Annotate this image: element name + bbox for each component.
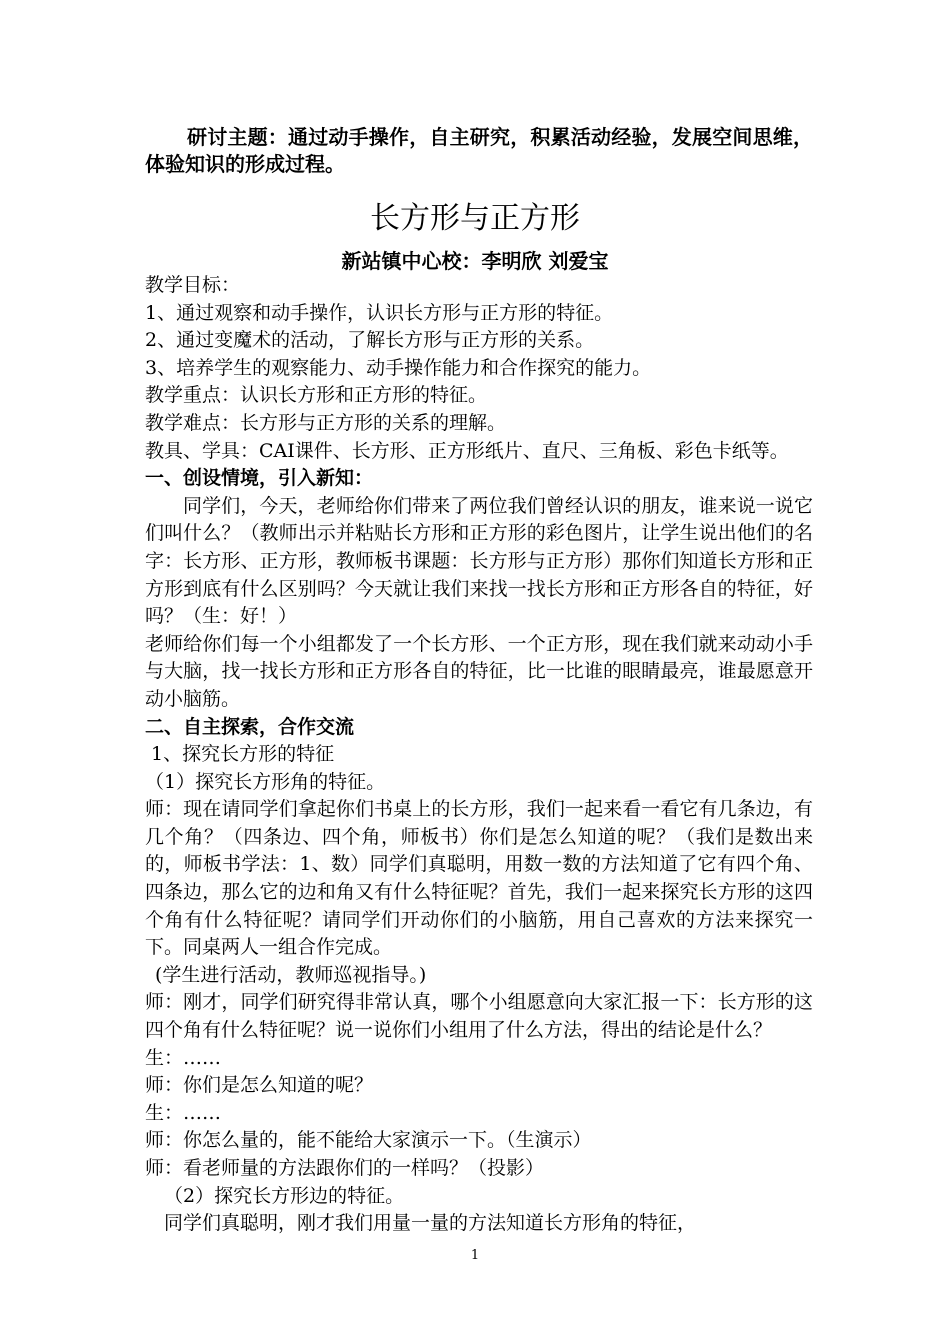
paragraph: 1、通过观察和动手操作，认识长方形与正方形的特征。 — [145, 301, 614, 324]
paragraph: 教学难点：长方形与正方形的关系的理解。 — [145, 411, 507, 434]
paragraph: 师：你怎么量的，能不能给大家演示一下。（生演示） — [145, 1129, 592, 1152]
paragraph: 同学们真聪明，刚才我们用量一量的方法知道长方形角的特征， — [164, 1212, 697, 1235]
paragraph: 生：…… — [145, 1101, 222, 1124]
paragraph: 3、培养学生的观察能力、动手操作能力和合作探究的能力。 — [145, 356, 652, 379]
paragraph: 师：刚才，同学们研究得非常认真，哪个小组愿意向大家汇报一下：长方形的这四个角有什么特征呢？说一说你们小组用了什么方法，得出的结论是什么？ — [145, 991, 813, 1042]
paragraph: 老师给你们每一个小组都发了一个长方形、一个正方形，现在我们就来动动小手与大脑，找一找长方形和正方形各自的特征，比一比谁的眼睛最亮，谁最愿意开动小脑筋。 — [145, 632, 813, 710]
paragraph: 教具、学具：CAI课件、长方形、正方形纸片、直尺、三角板、彩色卡纸等。 — [145, 439, 789, 462]
lesson-title: 长方形与正方形 — [370, 201, 580, 236]
paragraph: 教学目标： — [145, 274, 241, 296]
paragraph: (学生进行活动，教师巡视指导。) — [155, 963, 427, 986]
section-heading: 一、创设情境，引入新知： — [145, 467, 374, 490]
paragraph: 师：看老师量的方法跟你们的一样吗？（投影） — [145, 1157, 545, 1179]
lesson-body — [145, 272, 813, 1238]
paragraph: 教学重点：认识长方形和正方形的特征。 — [145, 384, 488, 407]
paragraph: （2）探究长方形边的特征。 — [164, 1184, 405, 1207]
paragraph: 师：你们是怎么知道的呢？ — [145, 1074, 374, 1097]
subsection-heading: 1、探究长方形的特征 — [151, 743, 335, 766]
paragraph: 同学们，今天，老师给你们带来了两位我们曾经认识的朋友，谁来说一说它们叫什么？（教师出示并粘贴长方形和正方形的彩色图片，让学生说出他们的名字：长方形、正方形，教师板书课题：长方形与正方形）那你们知道长方形和正方形到底有什么区别吗？今天就让我们来找一找长方形和正方形各自的特征，好吗？（生：好！） — [145, 494, 813, 628]
page-number: 1 — [470, 1248, 480, 1263]
section-heading: 二、自主探索，合作交流 — [145, 715, 355, 738]
research-topic: 研讨主题：通过动手操作，自主研究，积累活动经验，发展空间思维，体验知识的形成过程。 — [145, 125, 813, 176]
paragraph: 2、通过变魔术的活动，了解长方形与正方形的关系。 — [145, 329, 595, 352]
paragraph: 生：…… — [145, 1046, 222, 1069]
author-line: 新站镇中心校：李明欣 刘爱宝 — [341, 249, 609, 273]
paragraph: 师：现在请同学们拿起你们书桌上的长方形，我们一起来看一看它有几条边，有几个角？（四条边、四个角，师板书）你们是怎么知道的呢？（我们是数出来的，师板书学法：1、数）同学们真聪明，用数一数的方法知道了它有四个角、四条边，那么它的边和角又有什么特征呢？首先，我们一起来探究长方形的这四个角有什么特征呢？请同学们开动你们的小脑筋，用自己喜欢的方法来探究一下。同桌两人一组合作完成。 — [145, 798, 813, 959]
paragraph: （1）探究长方形角的特征。 — [145, 770, 386, 793]
